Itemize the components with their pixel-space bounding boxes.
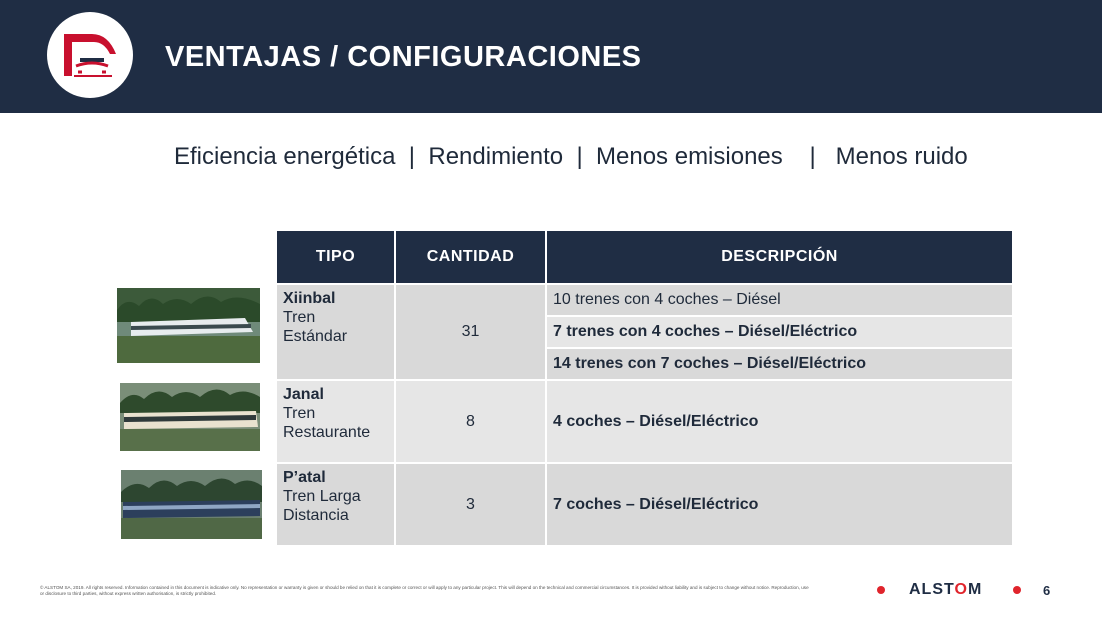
train-type-line: Estándar — [283, 328, 348, 345]
description-cell: 7 coches – Diésel/Eléctrico — [547, 464, 1012, 545]
train-type-line: Distancia — [283, 507, 349, 524]
patal-train-image — [121, 470, 262, 539]
brand-o: O — [954, 581, 968, 598]
alstom-logo — [909, 581, 982, 599]
table-row — [277, 285, 1012, 315]
quantity-cell: 8 — [396, 381, 545, 462]
column-header-descripcion: DESCRIPCIÓN — [547, 231, 1012, 283]
type-cell — [277, 464, 394, 545]
description-cell: 10 trenes con 4 coches – Diésel — [547, 285, 1012, 315]
table-row — [277, 381, 1012, 462]
header-bar — [0, 0, 1102, 113]
brand-text-end: M — [967, 581, 983, 598]
train-name: Janal — [283, 386, 324, 403]
type-cell — [277, 285, 394, 379]
train-type-line: Tren Larga — [283, 488, 361, 505]
type-cell — [277, 381, 394, 462]
brand-text: ALST — [909, 581, 955, 598]
train-name: P’atal — [283, 469, 326, 486]
train-type-line: Tren — [283, 309, 316, 326]
column-header-cantidad: CANTIDAD — [396, 231, 545, 283]
table-row — [277, 464, 1012, 545]
train-logo-icon — [47, 12, 133, 98]
xiinbal-train-image — [117, 288, 260, 363]
description-cell: 14 trenes con 7 coches – Diésel/Eléctrico — [547, 349, 1012, 379]
benefits-subtitle: Eficiencia energética | Rendimiento | Menos emisiones | Menos ruido — [174, 143, 968, 170]
red-dot-icon — [877, 586, 885, 594]
train-configurations-table — [275, 229, 1014, 547]
train-type-line: Tren — [283, 405, 316, 422]
column-header-tipo: TIPO — [277, 231, 394, 283]
quantity-cell: 3 — [396, 464, 545, 545]
quantity-cell: 31 — [396, 285, 545, 379]
page-number: 6 — [1043, 583, 1051, 598]
train-name: Xiinbal — [283, 290, 336, 307]
page-title: VENTAJAS / CONFIGURACIONES — [165, 41, 642, 73]
description-cell: 4 coches – Diésel/Eléctrico — [547, 381, 1012, 462]
train-type-line: Restaurante — [283, 424, 371, 441]
legal-disclaimer: © ALSTOM SA, 2019. All rights reserved. Information contained in this document is indicative only. No representation or warranty is given or should be relied on that it is complete or correct or will apply to any particular project. This will depend on the technical and commercial circumstances. It is provided without liability and is subject to change without notice. Reproduction, use or disclosure to third parties, without express written authorisation, is strictly prohibited. — [40, 585, 809, 596]
description-cell: 7 trenes con 4 coches – Diésel/Eléctrico — [547, 317, 1012, 347]
janal-train-image — [120, 383, 260, 451]
red-dot-icon — [1013, 586, 1021, 594]
